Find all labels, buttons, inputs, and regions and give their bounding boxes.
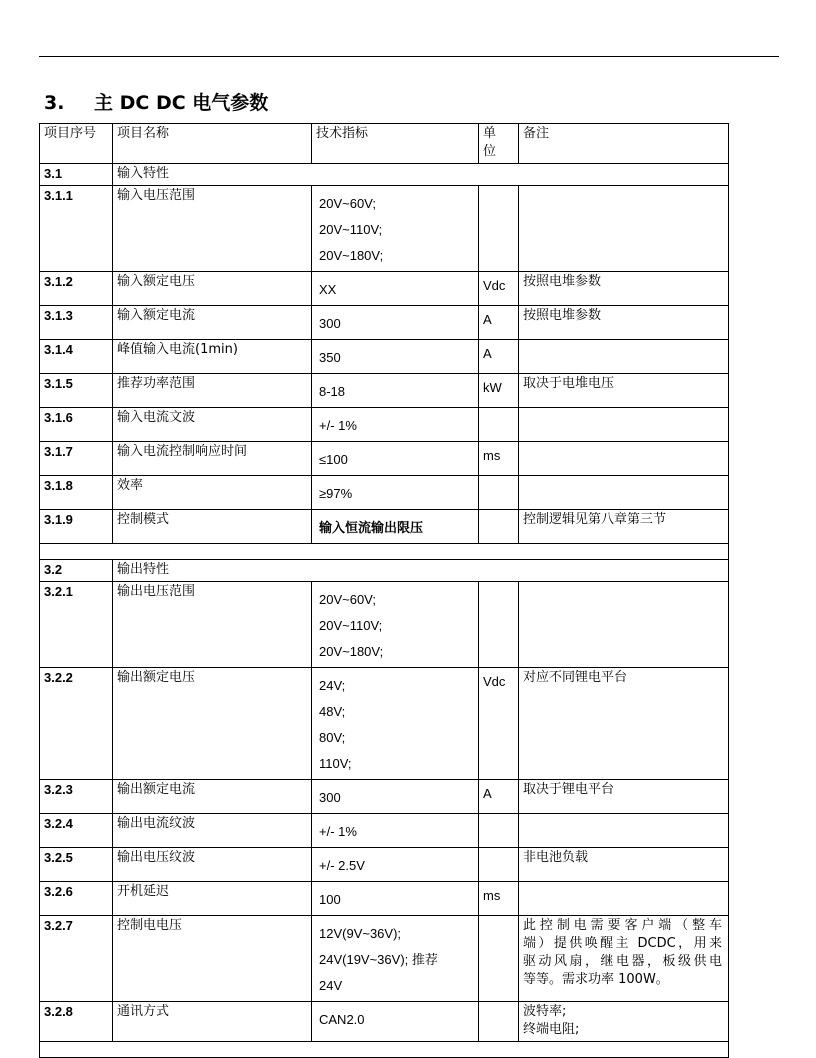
spacer-row [40,1042,729,1058]
table-row [40,848,729,882]
item-remark [519,272,729,306]
table-row [40,476,729,510]
spec-line: 300 [319,316,341,331]
item-remark [519,668,729,780]
item-remark [519,374,729,408]
table-row [40,272,729,306]
electrical-params-table [39,123,729,1058]
item-id: 3.2.3 [40,780,113,814]
spacer-cell [40,544,729,560]
group-id: 3.1 [40,164,113,186]
spacer-cell [40,1042,729,1058]
item-spec [312,442,479,476]
remark-line: 取决于电堆电压 [523,376,615,391]
item-remark [519,408,729,442]
item-unit: Vdc [479,272,519,306]
spec-line: 20V~110V; [319,222,383,237]
item-id: 3.1.9 [40,510,113,544]
table-row [40,510,729,544]
item-spec [312,1002,479,1042]
table-row [40,780,729,814]
item-name: 通讯方式 [113,1002,312,1042]
spec-line: 24V [319,978,343,993]
spec-line: 80V; [319,730,346,745]
table-row [40,582,729,668]
item-remark [519,340,729,374]
remark-line: 非电池负载 [523,850,589,865]
item-name: 输入电流文波 [113,408,312,442]
item-id: 3.1.6 [40,408,113,442]
spec-line: 20V~180V; [319,644,384,659]
item-id: 3.2.7 [40,916,113,1002]
item-name: 输入额定电压 [113,272,312,306]
spec-line: 输入恒流输出限压 [319,520,424,535]
item-unit [479,814,519,848]
item-id: 3.2.8 [40,1002,113,1042]
item-unit [479,408,519,442]
item-unit [479,582,519,668]
spec-line: 24V; [319,678,346,693]
item-id: 3.1.1 [40,186,113,272]
item-name: 输出电压范围 [113,582,312,668]
item-remark [519,306,729,340]
table-row [40,306,729,340]
group-title: 输入特性 [113,164,729,186]
item-unit: A [479,780,519,814]
remark-line: 此控制电需要客户端（整车 [523,918,722,933]
spec-line: +/- 2.5V [319,858,365,873]
table-header-row [40,124,729,164]
spec-line: 350 [319,350,341,365]
item-remark [519,882,729,916]
item-id: 3.2.4 [40,814,113,848]
item-remark [519,186,729,272]
item-spec [312,476,479,510]
item-spec [312,408,479,442]
item-unit: A [479,340,519,374]
header-item-name: 项目名称 [113,124,312,164]
item-remark [519,780,729,814]
spec-line: CAN2.0 [319,1012,365,1027]
item-unit [479,476,519,510]
section-number: 3. [44,92,65,114]
remark-line: 驱动风扇，继电器，板级供电 [523,954,722,969]
item-name: 推荐功率范围 [113,374,312,408]
group-title: 输出特性 [113,560,729,582]
item-spec [312,340,479,374]
spec-line: 20V~60V; [319,196,376,211]
item-id: 3.1.5 [40,374,113,408]
item-spec [312,306,479,340]
item-spec [312,582,479,668]
remark-line: 终端电阻; [523,1022,580,1037]
item-name: 控制模式 [113,510,312,544]
item-remark [519,848,729,882]
table-row [40,814,729,848]
item-unit [479,510,519,544]
spec-line: ≥97% [319,486,353,501]
item-id: 3.1.4 [40,340,113,374]
item-name: 输出电流纹波 [113,814,312,848]
item-spec [312,510,479,544]
spec-line: 300 [319,790,341,805]
remark-line: 波特率; [523,1004,567,1019]
item-remark [519,510,729,544]
remark-line: 取决于锂电平台 [523,782,615,797]
item-id: 3.1.7 [40,442,113,476]
item-remark [519,814,729,848]
spec-line: 12V(9V~36V); [319,926,402,941]
group-id: 3.2 [40,560,113,582]
item-unit [479,848,519,882]
item-id: 3.2.1 [40,582,113,668]
item-unit [479,1002,519,1042]
spec-line: ≤100 [319,452,348,467]
spec-line: 20V~60V; [319,592,376,607]
table-row [40,340,729,374]
remark-line: 端）提供唤醒主 DCDC，用来 [523,936,722,951]
table-row [40,916,729,1002]
item-spec [312,374,479,408]
item-spec [312,780,479,814]
spec-line: 8-18 [319,384,346,399]
item-remark [519,1002,729,1042]
item-unit: ms [479,882,519,916]
section-title: 主 DC DC 电气参数 [94,92,269,114]
table-row [40,882,729,916]
item-spec [312,272,479,306]
header-item-no: 项目序号 [40,124,113,164]
item-name: 峰值输入电流(1min) [113,340,312,374]
table-row [40,408,729,442]
item-unit: ms [479,442,519,476]
item-unit: Vdc [479,668,519,780]
spec-line: +/- 1% [319,418,357,433]
spec-line: 20V~180V; [319,248,384,263]
group-row [40,560,729,582]
item-id: 3.1.8 [40,476,113,510]
spec-line: 100 [319,892,341,907]
remark-line: 对应不同锂电平台 [523,670,628,685]
item-spec [312,882,479,916]
item-id: 3.2.6 [40,882,113,916]
item-id: 3.1.3 [40,306,113,340]
item-id: 3.2.5 [40,848,113,882]
item-remark [519,476,729,510]
header-rule [39,56,779,57]
item-unit [479,916,519,1002]
item-name: 控制电电压 [113,916,312,1002]
table-row [40,668,729,780]
item-unit [479,186,519,272]
item-spec [312,848,479,882]
header-remark: 备注 [519,124,729,164]
table-row [40,186,729,272]
item-remark [519,442,729,476]
spec-line: 20V~110V; [319,618,383,633]
table-row [40,1002,729,1042]
spacer-row [40,544,729,560]
spec-line: 110V; [319,756,352,771]
item-name: 输入额定电流 [113,306,312,340]
spec-line: +/- 1% [319,824,357,839]
item-remark [519,582,729,668]
spec-line: 24V(19V~36V); 推荐 [319,952,438,967]
table-row [40,442,729,476]
item-name: 输出电压纹波 [113,848,312,882]
item-unit: A [479,306,519,340]
item-name: 输入电压范围 [113,186,312,272]
remark-line: 等等。需求功率 100W。 [523,972,669,987]
remark-line: 控制逻辑见第八章第三节 [523,512,667,527]
item-spec [312,916,479,1002]
item-id: 3.2.2 [40,668,113,780]
header-spec: 技术指标 [312,124,479,164]
item-name: 输入电流控制响应时间 [113,442,312,476]
item-name: 效率 [113,476,312,510]
item-spec [312,186,479,272]
item-id: 3.1.2 [40,272,113,306]
item-unit: kW [479,374,519,408]
item-spec [312,668,479,780]
section-heading [44,88,268,115]
item-name: 开机延迟 [113,882,312,916]
remark-line: 按照电堆参数 [523,274,602,289]
group-row [40,164,729,186]
header-unit: 单 位 [479,124,519,164]
remark-line: 按照电堆参数 [523,308,602,323]
item-remark [519,916,729,1002]
item-name: 输出额定电压 [113,668,312,780]
spec-line: XX [319,282,337,297]
item-name: 输出额定电流 [113,780,312,814]
table-row [40,374,729,408]
item-spec [312,814,479,848]
spec-line: 48V; [319,704,346,719]
